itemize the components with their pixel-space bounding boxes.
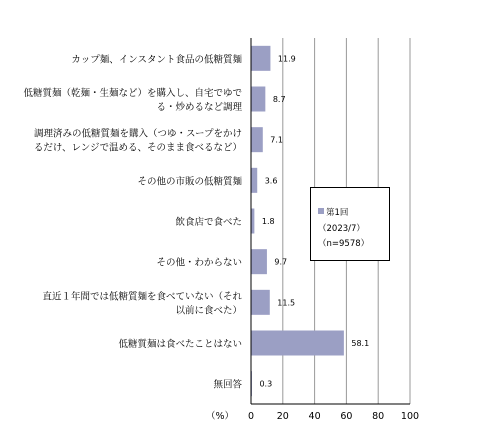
category-label: 低糖質麺（乾麺・生麺など）を購入し、自宅でゆで	[23, 88, 242, 99]
category-label: 飲食店で食べた	[175, 217, 242, 228]
x-tick-label: 80	[372, 411, 385, 422]
legend-swatch	[318, 208, 324, 214]
value-label: 11.5	[277, 298, 296, 308]
bar	[252, 127, 263, 152]
bar	[252, 209, 255, 234]
category-label: その他の市販の低糖質麺	[137, 176, 242, 188]
value-label: 9.7	[274, 257, 288, 267]
category-label: 低糖質麺は食べたことはない	[118, 339, 242, 350]
category-label: カップ麺、インスタント食品の低糖質麺	[71, 54, 242, 66]
category-label: 以前に食べた）	[175, 305, 242, 317]
category-label: 直近１年間では低糖質麺を食べていない（それ	[42, 291, 242, 303]
value-label: 8.7	[272, 95, 286, 104]
category-label: るだけ、レンジで温める、そのまま食べるなど）	[33, 142, 242, 154]
category-label: 無回答	[213, 379, 242, 391]
legend-sample-size: （n=9578）	[318, 239, 370, 249]
bar	[252, 46, 271, 71]
category-label: その他・わからない	[156, 257, 242, 269]
x-tick-label: 40	[308, 411, 321, 422]
value-label: 58.1	[351, 339, 370, 348]
bar	[252, 290, 270, 315]
x-tick-labels	[248, 411, 419, 422]
value-label: 3.6	[264, 176, 278, 186]
value-label: 11.9	[277, 54, 296, 64]
category-label: 調理済みの低糖質麺を購入（つゆ・スープをかけ	[33, 128, 242, 140]
bar	[252, 168, 258, 193]
legend-date: （2023/7）	[318, 224, 365, 234]
value-label: 1.8	[261, 217, 275, 226]
bar	[252, 87, 266, 112]
value-label: 7.1	[270, 135, 284, 145]
bar	[252, 249, 267, 274]
value-label: 0.3	[259, 379, 273, 389]
x-tick-label: 20	[276, 411, 289, 422]
x-axis-unit-label: （%）	[205, 411, 234, 422]
x-tick-label: 0	[247, 411, 255, 422]
legend-series-name: 第1回	[326, 208, 349, 218]
category-labels	[23, 53, 242, 390]
category-label: る・炒めるなど調理	[156, 102, 242, 113]
x-tick-label: 60	[340, 411, 353, 422]
bar	[252, 331, 344, 356]
x-tick-label: 100	[400, 411, 420, 422]
legend	[311, 188, 390, 261]
bar	[252, 371, 253, 396]
